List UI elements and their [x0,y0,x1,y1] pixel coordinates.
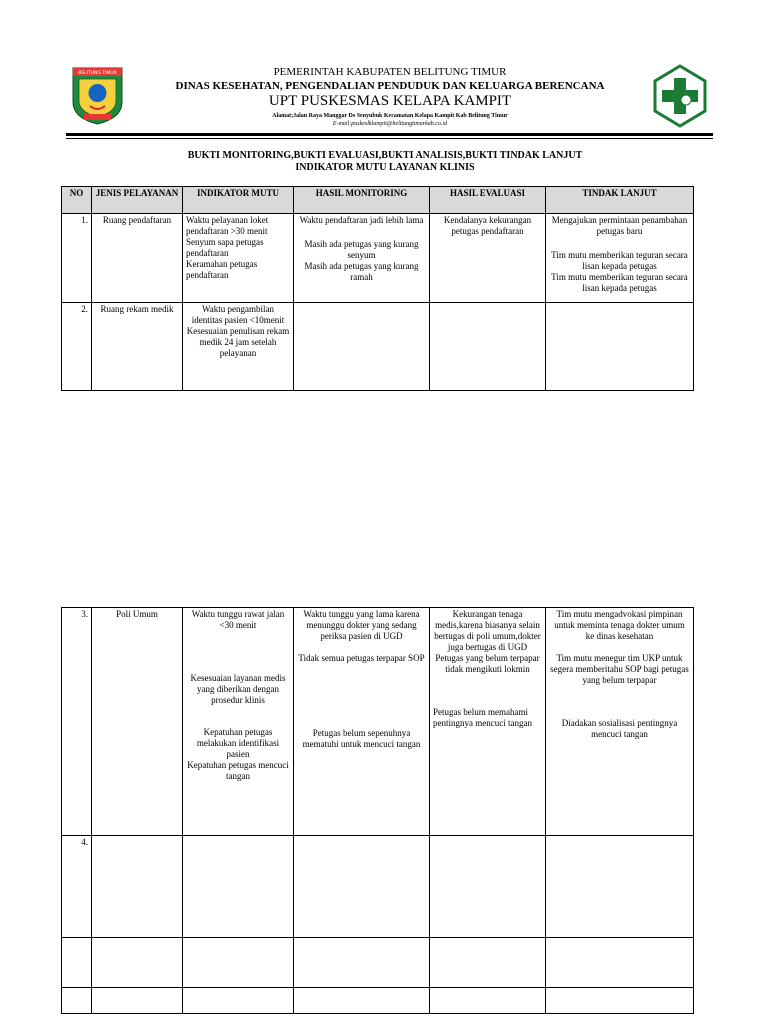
monitoring-item: Petugas belum sepenuhnya mematuhi untuk mencuci tangan [302,727,421,749]
cell-no: 2. [62,303,92,391]
cell-evaluasi [430,938,546,988]
monitoring-table-part2 [61,607,694,1014]
tindak-item: Tim mutu menegur tim UKP untuk segera memberitahu SOP bagi petugas yang belum terpapar [550,652,689,685]
cell-evaluasi [430,214,546,303]
cell-evaluasi [430,303,546,391]
evaluasi-item: Kendalanya kekurangan petugas pendaftaran [443,215,532,236]
table-row [62,608,694,836]
monitoring-item: Waktu pendaftaran jadi lebih lama [299,215,424,225]
address-line: Alamat;Jalan Raya Manggar Ds Senyubuk Kecamatan Kelapa Kampit Kab Belitung Timur [272,113,508,119]
cell-jenis [92,988,183,1014]
puskesmas-logo [652,64,708,128]
evaluasi-item: Petugas yang belum terpapar tidak mengikuti lokmin [435,652,540,674]
header-hasil-evaluasi: HASIL EVALUASI [430,187,546,214]
header-no: NO [62,187,92,214]
cell-tindak-lanjut [546,214,694,303]
cell-tindak-lanjut [546,608,694,836]
table-row [62,303,694,391]
cell-indikator [183,988,294,1014]
monitoring-item: Waktu tunggu yang lama karena menunggu dokter yang sedang periksa pasien di UGD [303,609,420,641]
cell-no [62,938,92,988]
header-indikator-mutu: INDIKATOR MUTU [183,187,294,214]
indikator-item: Kesesuaian layanan medis yang diberikan dengan prosedur klinis [190,672,286,705]
cell-evaluasi [430,836,546,938]
cell-tindak-lanjut [546,303,694,391]
cell-monitoring [294,303,430,391]
cell-no: 3. [62,608,92,836]
cell-no [62,988,92,1014]
cell-jenis: Ruang pendaftaran [92,214,183,303]
table-row [62,988,694,1014]
monitoring-item: Masih ada petugas yang kurang senyum [304,238,419,260]
cell-tindak-lanjut [546,938,694,988]
email-line: E-mail:puskeslklampit@belitungtimurkab.co.id [332,121,448,127]
indikator-item: Kesesuaian penulisan rekam medik 24 jam setelah pelayanan [186,325,290,358]
monitoring-item: Tidak semua petugas terpapar SOP [298,652,425,663]
tindak-item: Diadakan sosialisasi pentingnya mencuci tangan [561,717,678,739]
belitung-timur-emblem [70,66,125,126]
indikator-item: Waktu pelayanan loket pendaftaran >30 menit [186,215,269,236]
letterhead-rule-thick [66,133,713,136]
cell-no: 1. [62,214,92,303]
cell-indikator [183,303,294,391]
document-subtitle: INDIKATOR MUTU LAYANAN KLINIS [295,162,475,173]
indikator-item: Keramahan petugas pendaftaran [186,258,258,280]
tindak-item: Tim mutu mengadvokasi pimpinan untuk meminta tenaga dokter umum ke dinas kesehatan [554,609,685,641]
cell-monitoring [294,938,430,988]
emblem-banner-text: BELITUNG TIMUR [78,71,117,76]
header-tindak-lanjut: TINDAK LANJUT [546,187,694,214]
cell-indikator [183,938,294,988]
indikator-item: Kepatuhan petugas mencuci tangan [187,759,289,781]
cell-tindak-lanjut [546,836,694,938]
indikator-item: Waktu tunggu rawat jalan <30 menit [191,609,285,630]
cell-no: 4. [62,836,92,938]
cell-indikator [183,608,294,836]
cell-jenis: Poli Umum [92,608,183,836]
document-title: BUKTI MONITORING,BUKTI EVALUASI,BUKTI ANALISIS,BUKTI TINDAK LANJUT [187,150,583,161]
cell-monitoring [294,988,430,1014]
letterhead-rule-thin [66,138,713,139]
cell-jenis [92,836,183,938]
table-row [62,214,694,303]
tindak-item: Tim mutu memberikan teguran secara lisan kepada petugas [551,271,688,293]
cell-indikator [183,836,294,938]
indikator-item: Senyum sapa petugas pendaftaran [186,236,264,258]
government-name: PEMERINTAH KABUPATEN BELITUNG TIMUR [273,66,507,78]
cell-evaluasi [430,988,546,1014]
monitoring-item: Masih ada petugas yang kurang ramah [304,260,419,282]
unit-name: UPT PUSKESMAS KELAPA KAMPIT [268,93,512,109]
monitoring-table-part1 [61,186,694,391]
indikator-item: Waktu pengambilan identitas pasien <10menit [191,304,285,325]
cell-monitoring [294,214,430,303]
tindak-item: Tim mutu memberikan teguran secara lisan kepada petugas [551,249,688,271]
department-name: DINAS KESEHATAN, PENGENDALIAN PENDUDUK DAN KELUARGA BERENCANA [175,80,605,92]
evaluasi-item: Petugas belum memahami pentingnya mencuci tangan [433,706,532,728]
cell-monitoring [294,608,430,836]
tindak-item: Mengajukan permintaan penambahan petugas baru [551,215,688,236]
cell-evaluasi [430,608,546,836]
header-jenis-pelayanan: JENIS PELAYANAN [92,187,183,214]
cell-indikator [183,214,294,303]
table-row [62,836,694,938]
cell-jenis [92,938,183,988]
evaluasi-item: Kekurangan tenaga medis,karena biasanya selain bertugas di poli umum,dokter juga bertugas di UGD [434,609,541,652]
table-header-row [62,187,694,214]
cell-monitoring [294,836,430,938]
indikator-item: Kepatuhan petugas melakukan identifikasi pasien [196,726,280,759]
cell-jenis: Ruang rekam medik [92,303,183,391]
cell-tindak-lanjut [546,988,694,1014]
header-hasil-monitoring: HASIL MONITORING [294,187,430,214]
table-row [62,938,694,988]
